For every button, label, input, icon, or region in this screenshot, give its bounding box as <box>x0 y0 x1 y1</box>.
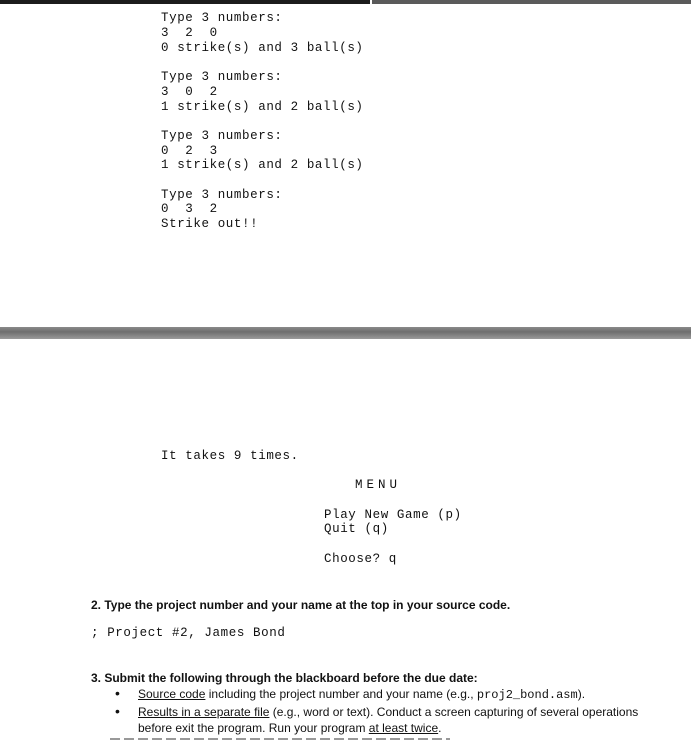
console-line: Type 3 numbers: <box>161 11 283 25</box>
step-2-heading: 2. Type the project number and your name at the top in your source code. <box>91 598 511 612</box>
console-line: 0 2 3 <box>161 144 218 158</box>
menu-item: Play New Game (p) <box>324 508 462 522</box>
page-top-edge <box>0 0 370 4</box>
console-line: 1 strike(s) and 2 ball(s) <box>161 100 364 114</box>
filename-example: proj2_bond.asm <box>476 688 578 702</box>
cut-off-line <box>110 735 450 741</box>
bullet-text: (e.g., word or text). Conduct a screen capturing of several operations before exit the program. Run your program <box>138 704 639 735</box>
console-line: Strike out!! <box>161 217 259 231</box>
console-line: 3 2 0 <box>161 26 218 40</box>
console-line: Type 3 numbers: <box>161 188 283 202</box>
page-top-edge-right <box>372 0 691 4</box>
source-code-text: Source code <box>138 687 206 701</box>
menu-title: MENU <box>355 478 402 492</box>
console-line: 0 3 2 <box>161 202 218 216</box>
console-line: 3 0 2 <box>161 85 218 99</box>
choose-prompt: Choose? q <box>324 552 397 566</box>
console-line: 1 strike(s) and 2 ball(s) <box>161 158 364 172</box>
step-2-code: ; Project #2, James Bond <box>91 626 286 640</box>
page-divider <box>0 327 691 339</box>
submission-list <box>110 686 670 737</box>
console-line: 0 strike(s) and 3 ball(s) <box>161 41 364 55</box>
bullet-text: ). <box>577 687 586 701</box>
results-file-text: Results in a separate file <box>138 704 270 719</box>
bullet-text: including the project number and your name (e.g., <box>205 687 477 701</box>
emphasis-text: at least twice <box>368 721 439 735</box>
step-3-heading: 3. Submit the following through the blackboard before the due date: <box>91 671 478 685</box>
console-line: Type 3 numbers: <box>161 70 283 84</box>
list-item <box>110 686 670 704</box>
bullet-text: . <box>438 721 442 735</box>
takes-line: It takes 9 times. <box>161 449 299 463</box>
console-line: Type 3 numbers: <box>161 129 283 143</box>
list-item <box>110 704 670 737</box>
menu-item: Quit (q) <box>324 522 389 536</box>
